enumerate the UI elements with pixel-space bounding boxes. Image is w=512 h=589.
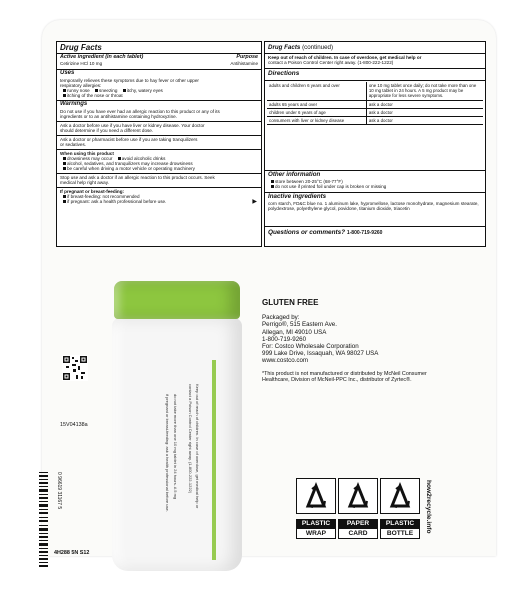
inactive-heading: Inactive ingredients [268,193,327,200]
packager-info [262,299,427,383]
drug-facts-cont-title: Drug Facts (continued) [268,44,334,51]
qr-code [62,355,88,381]
keep-out-1: Keep out of reach of children. In case of overdose, get medical help or [268,55,422,60]
warning-5a: Stop use and ask a doctor if an allergic reaction to this product occurs. Seek [60,175,215,180]
bottle-cap [114,281,240,319]
packager-line: Packaged by: [262,314,300,322]
bottle-green-stripe [212,360,216,560]
directions-heading: Directions [268,70,300,77]
gluten-free-label: GLUTEN FREE [262,298,319,307]
warning-1a: Do not use if you have ever had an allergic reaction to this product or any of its [60,109,220,114]
batch-code: 4H288 5N S12 [54,550,90,556]
recycle-label-bottom: BOTTLE [380,528,420,539]
directions-table [267,82,483,125]
warnings-heading: Warnings [60,101,88,107]
directions-row: children under 6 years of age ask a doctor [267,108,483,116]
warning-1b: ingredients or to an antihistamine containing hydroxyzine. [60,114,177,119]
warning-4c: be careful when driving a motor vehicle or operating machinery [63,166,195,171]
questions-line: Questions or comments? 1-800-719-9260 [268,229,383,236]
other-info-2: do not use if printed foil under cap is broken or missing [271,184,386,189]
recycle-plastic-wrap [296,478,336,537]
lot-number: 15V04138a [60,422,88,428]
purpose-heading: Purpose [236,54,258,60]
uses-text-2: respiratory allergies: [60,83,102,88]
active-ingredient-heading: Active ingredient (in each tablet) [60,54,144,60]
barcode-number: 0 96619 31167 5 [56,472,62,510]
bottle-label-line: contact a Poison Control Center right away. (1-800-222-1222) [188,384,193,494]
warning-3a: Ask a doctor or pharmacist before use if you are taking tranquilizers [60,137,198,142]
warning-6: If pregnant or breast-feeding: [60,189,125,194]
bottle-label-line: if pregnant or breast-feeding: ask a health professional before use. [165,394,170,512]
packager-line: For: Costco Wholesale Corporation [262,343,359,351]
recycle-label-top: PLASTIC [380,519,420,528]
uses-text-1: temporarily relieves these symptoms due to hay fever or other upper [60,78,199,83]
bottle-label-line: do not take more than one 10 mg tablet in 24 hours. A 5 mg [173,394,178,500]
packager-line: www.costco.com [262,357,309,365]
directions-row: adults 65 years and over ask a doctor [267,100,483,108]
warning-4: When using this product [60,151,114,156]
warning-2b: should determine if you need a different dose. [60,128,154,133]
disclaimer-1: *This product is not manufactured or distributed by McNeil Consumer [262,370,427,377]
recycle-label-top: PLASTIC [296,519,336,528]
warning-4b: alcohol, sedatives, and tranquilizers may increase drowsiness [63,161,193,166]
recycle-arrows-icon [380,478,420,514]
how2recycle-url: how2recycle.info [425,480,432,534]
recycle-arrows-icon [296,478,336,514]
recycle-arrows-icon [338,478,378,514]
directions-row: consumers with liver or kidney disease ask a doctor [267,117,483,125]
warning-3b: or sedatives. [60,142,87,147]
uses-list-2: itching of the nose or throat [63,93,123,98]
warning-6b: if pregnant: ask a health professional before use. [63,199,166,204]
continue-arrow-icon: ▶ [252,199,257,205]
recycle-plastic-bottle [380,478,420,537]
other-info-1: store between 20-25°C (68-77°F) [271,179,343,184]
warning-6a: if breast-feeding: not recommended [63,194,140,199]
drug-facts-left-panel [56,41,262,247]
uses-heading: Uses [60,70,75,76]
packager-line: Allegan, MI 49010 USA [262,328,327,336]
bottle-label [138,384,200,560]
keep-out-2: contact a Poison Control Center right away. (1-800-222-1222) [268,60,394,65]
bottle-label-line: Keep out of reach of children. In case of overdose, get medical help or [195,384,200,509]
drug-facts-title: Drug Facts [60,43,102,52]
directions-row: adults and children 6 years and over one 10 mg tablet once daily; do not take more than one 10 mg tablet in 24 hours. A 5 mg product may be appropriate for less severe symptoms. [267,82,483,100]
warning-5b: medical help right away. [60,180,109,185]
active-purpose: Antihistamine [230,61,258,66]
inactive-ingredients: corn starch, FD&C blue no. 1 aluminum lake, hypromellose, lactose monohydrate, magnesium stearate, polydextrose, polyethylene glycol, povidone, titanium dioxide, triacetin [268,201,479,212]
other-info-heading: Other information [268,171,321,178]
recycle-label-bottom: CARD [338,528,378,539]
barcode [39,470,53,570]
active-ingredient: Cetirizine HCl 10 mg [60,61,103,66]
uses-list-1: runny nose sneezing itchy, watery eyes [63,88,163,93]
packager-line: 1-800-719-9260 [262,335,307,343]
recycle-label-bottom: WRAP [296,528,336,539]
warning-2a: Ask a doctor before use if you have liver or kidney disease. Your doctor [60,123,205,128]
packager-line: Perrigo®, 515 Eastern Ave. [262,321,337,329]
recycle-label-top: PAPER [338,519,378,528]
recycle-paper-card [338,478,378,537]
warning-4a: drowsiness may occur avoid alcoholic drinks [63,156,165,161]
drug-facts-right-panel [264,41,486,247]
packager-line: 999 Lake Drive, Issaquah, WA 98027 USA [262,350,379,358]
disclaimer-2: Healthcare, Division of McNeil-PPC Inc., distributor of Zyrtec®. [262,377,412,384]
